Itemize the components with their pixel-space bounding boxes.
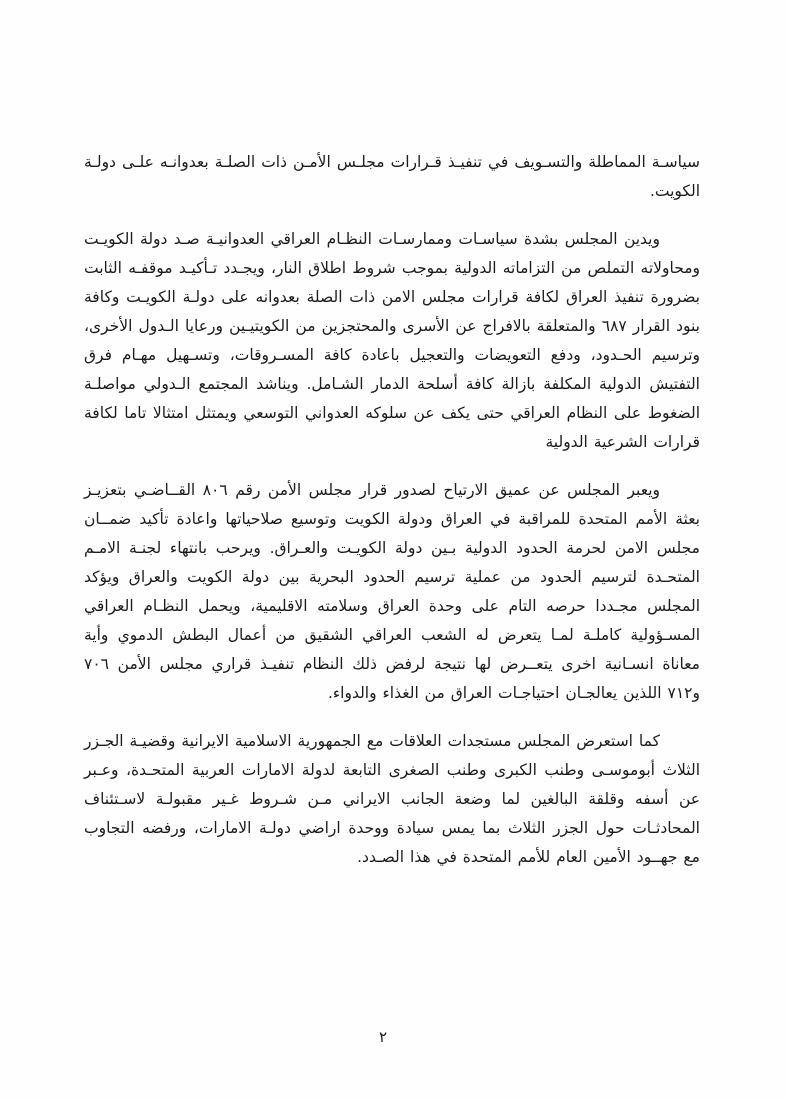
text-block — [84, 148, 700, 891]
paragraph-continuation: سياسـة المماطلة والتسـويف في تنفيـذ قـرارات مجلـس الأمـن ذات الصلـة بعدوانـه علـى دولـة الكويت. — [84, 153, 700, 200]
page-number: ٢ — [378, 1028, 388, 1046]
paragraph: كما استعرض المجلس مستجدات العلاقات مع الجمهورية الاسلامية الايرانية وقضيـة الجـزر الثلاث أبوموسـى وطنب الكبرى وطنب الصغرى التابعة لدولة الامارات العربية المتحـدة، وعـبر عن أسفه وقلقة البالغين لما وضعة الجانب الايراني مـن شـروط غـير مقبولـة لاسـتئناف المحادثـات حول الجزر الثلاث بما يمس سيادة ووحدة اراضي دولـة الامارات، ورفضه التجاوب مع جهــود الأمين العام للأمم المتحدة في هذا الصـدد. — [84, 732, 700, 866]
paragraph: ويعبر المجلس عن عميق الارتياح لصدور قرار مجلس الأمن رقم ٨٠٦ القــاضـي بتعزيـز بعثة الأمم المتحدة للمراقبة في العراق ودولة الكويت وتوسيع صلاحياتها واعادة تأكيد ضمــان مجلس الامن لحرمة الحدود الدولية بـين دولة الكويـت والعـراق. ويرحب بانتهاء لجنـة الامـم المتحـدة لترسيم الحدود من عملية ترسيم الحدود البحرية بين دولة الكويت والعراق ويؤكد المجلس مجـددا حرصه التام على وحدة العراق وسلامته الاقليمية، ويحمل النظـام العراقي المسـؤولية كاملـة لمـا يتعرض له الشعب العراقي الشقيق من أعمال البطش الدموي وأية معاناة انسـانية اخرى يتعــرض لها نتيجة لرفض ذلك النظام تنفيـذ قراري مجلس الأمن ٧٠٦ و٧١٢ اللذين يعالجـان احتياجـات العراق من الغذاء والدواء. — [84, 481, 700, 702]
paragraph: ويدين المجلس بشدة سياسـات وممارسـات النظـام العراقي العدوانيـة صـد دولة الكويـت ومحاولاته التملص من التزاماته الدولية بموجب شروط اطلاق النار، ويجـدد تـأكيـد موقفـه الثابت بضرورة تنفيذ العراق لكافة قرارات مجلس الامن ذات الصلة بعدوانه على دولـة الكويـت وكافة بنود القرار ٦٨٧ والمتعلقة بالافراج عن الأسرى والمحتجزين من الكويتيـين ورعايا الـدول الأخرى، وترسيم الحـدود، ودفع التعويضات والتعجيل باعادة كافة المسـروقات، وتسـهيل مهـام فرق التفتيش الدولية المكلفة بازالة كافة أسلحة الدمار الشـامل. ويناشد المجتمع الـدولي مواصلـة الضغوط على النظام العراقي حتى يكف عن سلوكه العدواني التوسعي ويمتثل امتثالا تاما لكافة قرارات الشرعية الدولية — [84, 230, 700, 451]
